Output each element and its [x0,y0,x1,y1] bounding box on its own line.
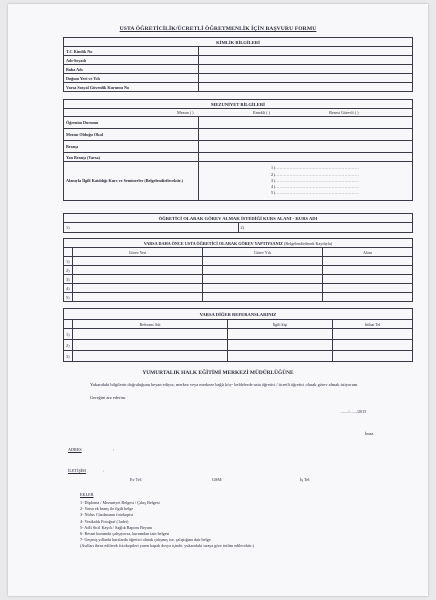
table-cell[interactable] [203,266,323,275]
annex-item: 3- Nüfus Cüzdanının fotokopisi [80,512,134,518]
column-area: Alanı [323,248,413,257]
graduation-label: Branşı [64,141,199,153]
course-area-table [63,213,413,233]
row-number: 3) [64,351,73,362]
graduation-label: Öğrenim Durumu [64,117,199,129]
course-area-item[interactable]: 2) [238,223,413,233]
row-number: 5) [64,293,73,302]
table-cell[interactable] [323,275,413,284]
column-contact-phone: İrtibat Tel [333,320,413,329]
signature-label: İmza [365,431,374,436]
table-cell[interactable] [73,293,203,302]
home-phone-label: Ev Tel: [130,477,143,482]
annex-item: 5- Adli Sicil Kaydı / Sağlık Raporu Beyanı [80,524,152,530]
work-phone-label: İş Tel: [300,477,311,482]
contact-row [68,468,104,473]
address-row [68,447,114,452]
identity-table [63,37,413,92]
form-title: USTA ÖĞRETİCİLİK/ÜCRETLİ ÖĞRETMENLİK İÇİN BAŞVURU FORMU [119,26,317,32]
course-area-header: ÖĞRETİCİ OLARAK GÖREV ALMAK İSTEDİĞİ KURS ALANI - KURS ADI [64,214,413,223]
certificate-label: Alanıyla İlgili Katıldığı Kurs ve Seminerler (Belgelendirilecektir.) [64,162,199,201]
previous-duty-header: VARSA DAHA ÖNCE USTA ÖĞRETİCİ OLARAK GÖREV YAPTIYSANIZ [143,240,283,246]
identity-label: T.C Kimlik No [64,47,199,56]
graduation-label: Mezun Olduğu Okul [64,129,199,141]
table-cell[interactable] [323,257,413,266]
table-cell[interactable] [73,351,228,362]
identity-label: Adı-Soyadı [64,56,199,65]
row-number: 4) [64,284,73,293]
annex-item: (Asılları ibraz edilerek fotokopileri yaren kapak dosya içinde, yukarıdaki sıraya göre teslim edilecektir.) [80,543,254,549]
graduation-header: MEZUNİYET BİLGİLERİ [64,100,413,109]
column-duty-place: Görev Yeri [73,248,203,257]
table-cell[interactable] [228,351,333,362]
table-cell[interactable] [323,266,413,275]
table-cell[interactable] [203,293,323,302]
table-cell[interactable] [228,340,333,351]
contact-field[interactable]: : [102,468,105,473]
identity-value[interactable] [199,74,413,83]
graduation-table [63,99,413,201]
identity-label: Doğum Yeri ve Yılı [64,74,199,83]
column-duty-year: Görev Yılı [203,248,323,257]
certificate-line: 3).......................................................... [271,177,360,183]
identity-value[interactable] [199,47,413,56]
contact-label: İLETİŞİM [68,468,86,473]
course-area-item[interactable]: 1) [64,223,239,233]
directorate-heading: YUMURTALIK HALK EĞİTİMİ MERKEZİ MÜDÜRLÜĞÜNE [142,370,294,376]
table-cell[interactable] [73,284,203,293]
table-cell[interactable] [323,293,413,302]
annex-label: EKLER [80,492,94,497]
table-cell[interactable] [333,340,413,351]
graduation-options [64,109,413,117]
previous-duty-table [63,238,413,302]
annex-list [80,500,254,550]
graduation-value[interactable] [199,129,413,141]
date-field[interactable]: ......./......./2015 [341,409,367,414]
certificate-line: 1).......................................................... [271,165,360,171]
option-graduate[interactable]: Mezun ( ) [177,110,194,115]
graduation-value[interactable] [199,117,413,129]
references-header: VARSA DİĞER REFERANSLARINIZ [64,309,413,320]
row-number: 2) [64,266,73,275]
option-official[interactable]: Resmi Görevli ( ) [329,110,359,115]
row-number: 2) [64,340,73,351]
column-reference-name: Referans Adı [73,320,228,329]
previous-duty-header-cell [64,239,413,248]
form-page [8,4,428,596]
identity-value[interactable] [199,83,413,92]
address-label: ADRES [68,447,82,452]
table-cell[interactable] [333,329,413,340]
graduation-label: Yan Branşı (Varsa) [64,153,199,162]
previous-duty-note: (Belgelendirilmek Kaydıyla) [283,240,333,246]
identity-label: Varsa Sosyal Güvenlik Kurumu No [64,83,199,92]
annex-item: 6- Resmi kurumda çalışıyorsa, kurumdan izin belgesi [80,531,170,537]
option-retired[interactable]: Emekli ( ) [253,110,271,115]
references-table [63,308,413,362]
table-cell[interactable] [228,329,333,340]
row-number: 1) [64,329,73,340]
table-cell[interactable] [73,329,228,340]
number-column-header [64,248,73,257]
annex-item: 1- Diploma / Mezuniyet Belgesi / Çıkış Belgesi [80,500,160,505]
row-number: 3) [64,275,73,284]
column-contact-person: İlgili kişi [228,320,333,329]
identity-label: Baba Adı [64,65,199,74]
request-text: Gereğini arz ederim. [90,395,127,400]
number-column-header [64,320,73,329]
address-field[interactable]: : [112,447,114,452]
gsm-label: GSM: [212,477,223,482]
table-cell[interactable] [73,266,203,275]
row-number: 1) [64,257,73,266]
table-cell[interactable] [203,275,323,284]
table-cell[interactable] [73,275,203,284]
certificate-line: 5).......................................................... [271,190,360,196]
graduation-value[interactable] [199,153,413,162]
graduation-value[interactable] [199,141,413,153]
table-cell[interactable] [323,284,413,293]
identity-value[interactable] [199,56,413,65]
certificate-line: 2).......................................................... [271,171,360,177]
certificate-line: 4).......................................................... [271,184,360,190]
annex-item: 7- Geçmiş yıllarda kurslarda öğretici olarak çalışmış ise, çalıştığına dair belge. [80,537,212,543]
table-cell[interactable] [73,340,228,351]
annex-item: 4- Vesikalık Fotoğraf (1adet) [80,518,129,524]
identity-value[interactable] [199,65,413,74]
identity-header: KİMLİK BİLGİLERİ [64,38,413,47]
statement-text: Yukarıdaki bilgilerin doğruluğunu beyan ediyor, merkez veya merkeze bağlı köy- beldelerde usta öğretici / ücretli öğretici olarak görev almak istiyorum. [90,382,359,387]
table-cell[interactable] [73,257,203,266]
certificate-lines[interactable] [199,162,413,201]
annex-item: 2- Varsa ek branş ile ilgili belge [80,506,134,512]
table-cell[interactable] [203,284,323,293]
table-cell[interactable] [333,351,413,362]
table-cell[interactable] [203,257,323,266]
